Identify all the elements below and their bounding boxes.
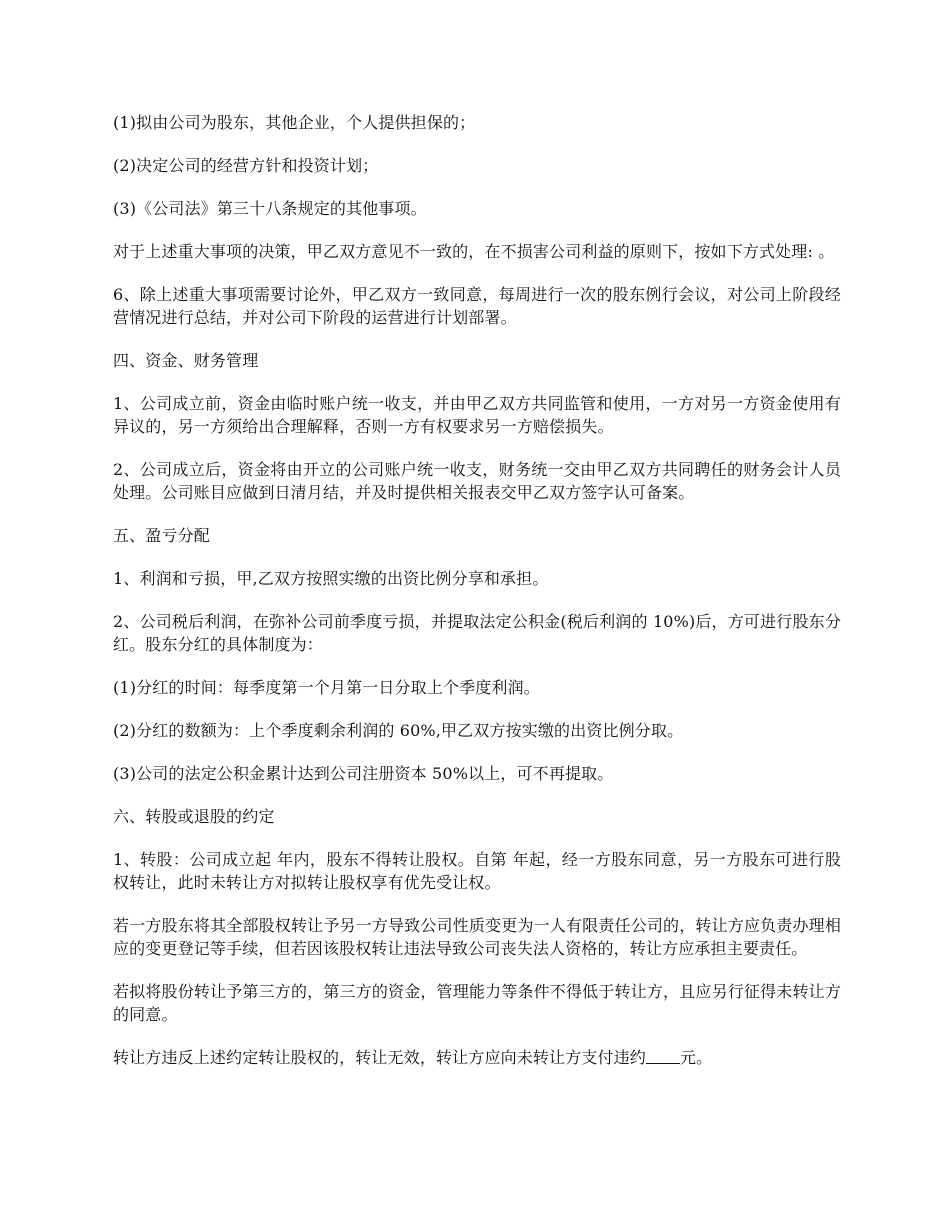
clause-guarantee: (1)拟由公司为股东，其他企业，个人提供担保的； xyxy=(113,113,476,132)
section-heading-profit-loss: 五、盈亏分配 xyxy=(113,526,210,545)
clause-reserve-fund: (3)公司的法定公积金累计达到公司注册资本 50%以上，可不再提取。 xyxy=(113,764,614,783)
clause-dividend-amount: (2)分红的数额为：上个季度剩余利润的 60%,甲乙双方按实缴的出资比例分取。 xyxy=(113,721,684,740)
section-heading-share-transfer: 六、转股或退股的约定 xyxy=(113,807,275,826)
clause-dividend-rules: 2、公司税后利润，在弥补公司前季度亏损，并提取法定公积金(税后利润的 10%)后，方可进行股东分红。股东分红的具体制度为： xyxy=(113,612,841,654)
clause-business-policy: (2)决定公司的经营方针和投资计划； xyxy=(113,156,379,175)
clause-funds-after-founding: 2、公司成立后，资金将由开立的公司账户统一收支，财务统一交由甲乙双方共同聘任的财务会计人员处理。公司账目应做到日清月结，并及时提供相关报表交甲乙双方签字认可备案。 xyxy=(113,460,841,502)
penalty-amount-blank xyxy=(646,1048,680,1064)
clause-dividend-time: (1)分红的时间：每季度第一个月第一日分取上个季度利润。 xyxy=(113,678,540,697)
clause-full-transfer: 若一方股东将其全部股权转让予另一方导致公司性质变更为一人有限责任公司的，转让方应负责办理相应的变更登记等手续，但若因该股权转让违法导致公司丧失法人资格的，转让方应承担主要责任。 xyxy=(113,916,841,958)
penalty-text-before: 转让方违反上述约定转让股权的，转让无效，转让方应向未转让方支付违约 xyxy=(113,1048,646,1067)
clause-share-transfer: 1、转股：公司成立起 年内，股东不得转让股权。自第 年起，经一方股东同意，另一方股东可进行股权转让，此时未转让方对拟转让股权享有优先受让权。 xyxy=(113,850,841,892)
document-page xyxy=(113,111,841,1089)
clause-breach-penalty xyxy=(113,1046,841,1069)
clause-third-party-transfer: 若拟将股份转让予第三方的，第三方的资金，管理能力等条件不得低于转让方，且应另行征得未转让方的同意。 xyxy=(113,982,841,1024)
clause-other-matters: (3)《公司法》第三十八条规定的其他事项。 xyxy=(113,199,427,218)
section-heading-finance: 四、资金、财务管理 xyxy=(113,351,259,370)
clause-profit-sharing: 1、利润和亏损，甲,乙双方按照实缴的出资比例分享和承担。 xyxy=(113,569,549,588)
clause-funds-before-founding: 1、公司成立前，资金由临时账户统一收支，并由甲乙双方共同监管和使用，一方对另一方资金使用有异议的，另一方须给出合理解释，否则一方有权要求另一方赔偿损失。 xyxy=(113,394,841,436)
clause-weekly-meeting: 6、除上述重大事项需要讨论外，甲乙双方一致同意，每周进行一次的股东例行会议，对公司上阶段经营情况进行总结，并对公司下阶段的运营进行计划部署。 xyxy=(113,285,841,327)
clause-disagreement-handling: 对于上述重大事项的决策，甲乙双方意见不一致的，在不损害公司利益的原则下，按如下方式处理: 。 xyxy=(113,242,835,261)
penalty-text-after: 元。 xyxy=(679,1048,713,1067)
